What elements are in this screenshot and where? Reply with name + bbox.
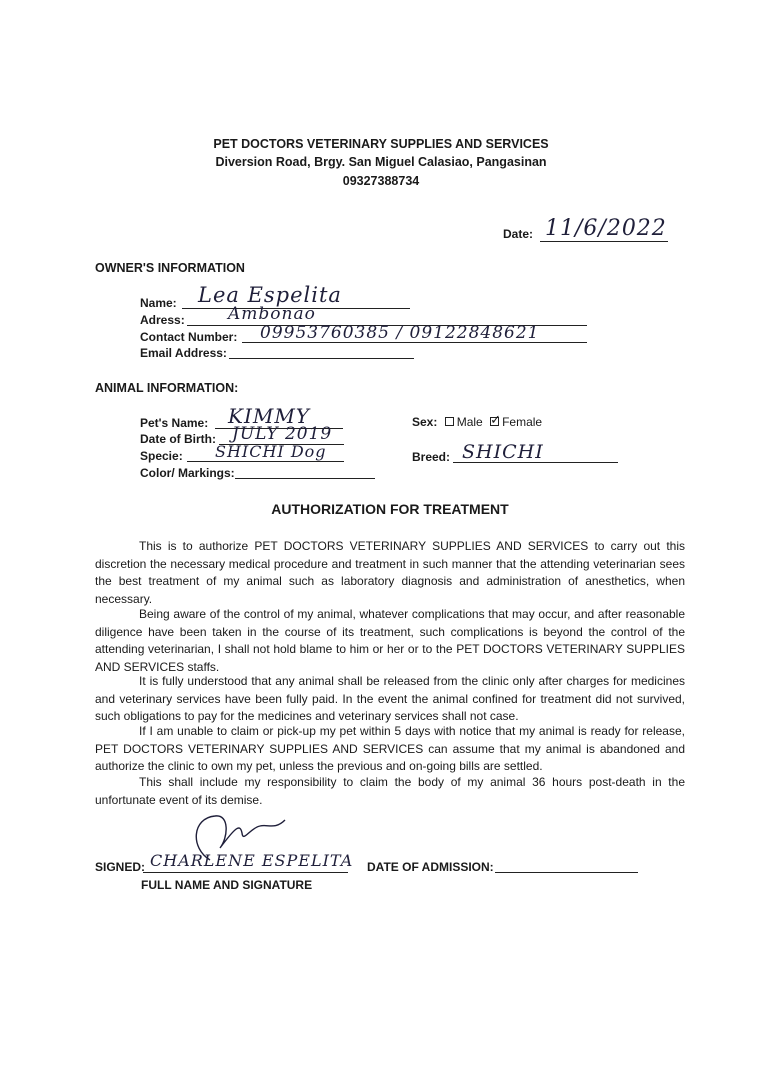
owner-name-value[interactable]: Lea Espelita: [198, 283, 342, 307]
sex-label: Sex:: [412, 415, 438, 429]
sex-male-checkbox[interactable]: [445, 417, 454, 426]
signed-label: SIGNED:: [95, 860, 146, 874]
company-phone: 09327388734: [342, 174, 420, 188]
date-value[interactable]: 11/6/2022: [545, 216, 667, 241]
date-label: Date:: [503, 227, 534, 241]
sex-male-label: Male: [456, 415, 483, 429]
specie-line: [187, 461, 344, 462]
admission-date-label: DATE OF ADMISSION:: [367, 860, 494, 874]
paragraph-4-text: If I am unable to claim or pick-up my pet within 5 days with notice that my animal is ready for release, PET DOCTORS VETERINARY SUPPLIES AND SERVICES can assume that my animal is abandoned and authorize the clinic to own my pet, unless the previous and on-going bills are settled.: [95, 724, 685, 773]
owner-address-value[interactable]: Ambonao: [228, 304, 316, 324]
pet-name-value[interactable]: KIMMY: [228, 404, 311, 428]
sex-female-checkbox[interactable]: [490, 413, 501, 429]
company-address: Diversion Road, Brgy. San Miguel Calasiao, Pangasinan: [215, 155, 547, 169]
color-markings-line: [235, 478, 375, 479]
full-name-signature-label: FULL NAME AND SIGNATURE: [141, 878, 313, 892]
signed-value[interactable]: CHARLENE ESPELITA: [150, 851, 354, 870]
company-name: PET DOCTORS VETERINARY SUPPLIES AND SERVICES: [213, 137, 549, 151]
dob-value[interactable]: JULY 2019: [232, 424, 333, 444]
signed-line: [143, 872, 348, 873]
owner-email-line: [229, 358, 414, 359]
specie-label: Specie:: [140, 449, 183, 463]
date-line: [540, 241, 668, 242]
sex-field: [412, 415, 542, 429]
owner-email-label: Email Address:: [140, 346, 227, 360]
paragraph-3-text: It is fully understood that any animal shall be released from the clinic only after charges for medicines and veterinary services have been fully paid. In the event the animal confined for treatment did not survived, such obligations to pay for the medicines and veterinary services shall not case.: [95, 674, 685, 723]
color-markings-label: Color/ Markings:: [140, 466, 235, 480]
animal-section-title: ANIMAL INFORMATION:: [95, 381, 239, 395]
dob-label: Date of Birth:: [140, 432, 216, 446]
authorization-paragraph-3: [95, 673, 685, 726]
owner-name-label: Name:: [140, 296, 177, 310]
breed-label: Breed:: [412, 450, 451, 464]
check-mark-icon: ✓: [490, 413, 501, 429]
authorization-paragraph-4: [95, 723, 685, 776]
paragraph-2-text: Being aware of the control of my animal, whatever complications that may occur, and after reasonable diligence have been taken in the course of its treatment, such complications is beyond the control of the attending veterinarian, I shall not hold blame to him or her or to the PET DOCTORS VETERINARY SUPPLIES AND SERVICES staffs.: [95, 607, 685, 674]
owner-contact-label: Contact Number:: [140, 330, 238, 344]
owner-address-label: Adress:: [140, 313, 185, 327]
authorization-paragraph-1: [95, 538, 685, 608]
breed-value[interactable]: SHICHI: [462, 441, 544, 463]
authorization-title: AUTHORIZATION FOR TREATMENT: [271, 501, 509, 517]
paragraph-5-text: This shall include my responsibility to claim the body of my animal 36 hours post-death in the unfortunate event of its demise.: [95, 775, 685, 807]
owner-section-title: OWNER'S INFORMATION: [95, 261, 245, 275]
admission-date-line: [495, 872, 638, 873]
owner-contact-value[interactable]: 09953760385 / 09122848621: [260, 323, 540, 343]
specie-value[interactable]: SHICHI Dog: [215, 442, 327, 461]
sex-female-label: Female: [502, 415, 543, 429]
authorization-paragraph-5: [95, 774, 685, 809]
authorization-paragraph-2: [95, 606, 685, 676]
pet-name-label: Pet's Name:: [140, 416, 209, 430]
paragraph-1-text: This is to authorize PET DOCTORS VETERINARY SUPPLIES AND SERVICES to carry out this discretion the necessary medical procedure and treatment in such manner that the attending veterinarian sees the best treatment of my animal such as laboratory diagnosis and administration of anesthetics, when necessary.: [95, 539, 685, 606]
